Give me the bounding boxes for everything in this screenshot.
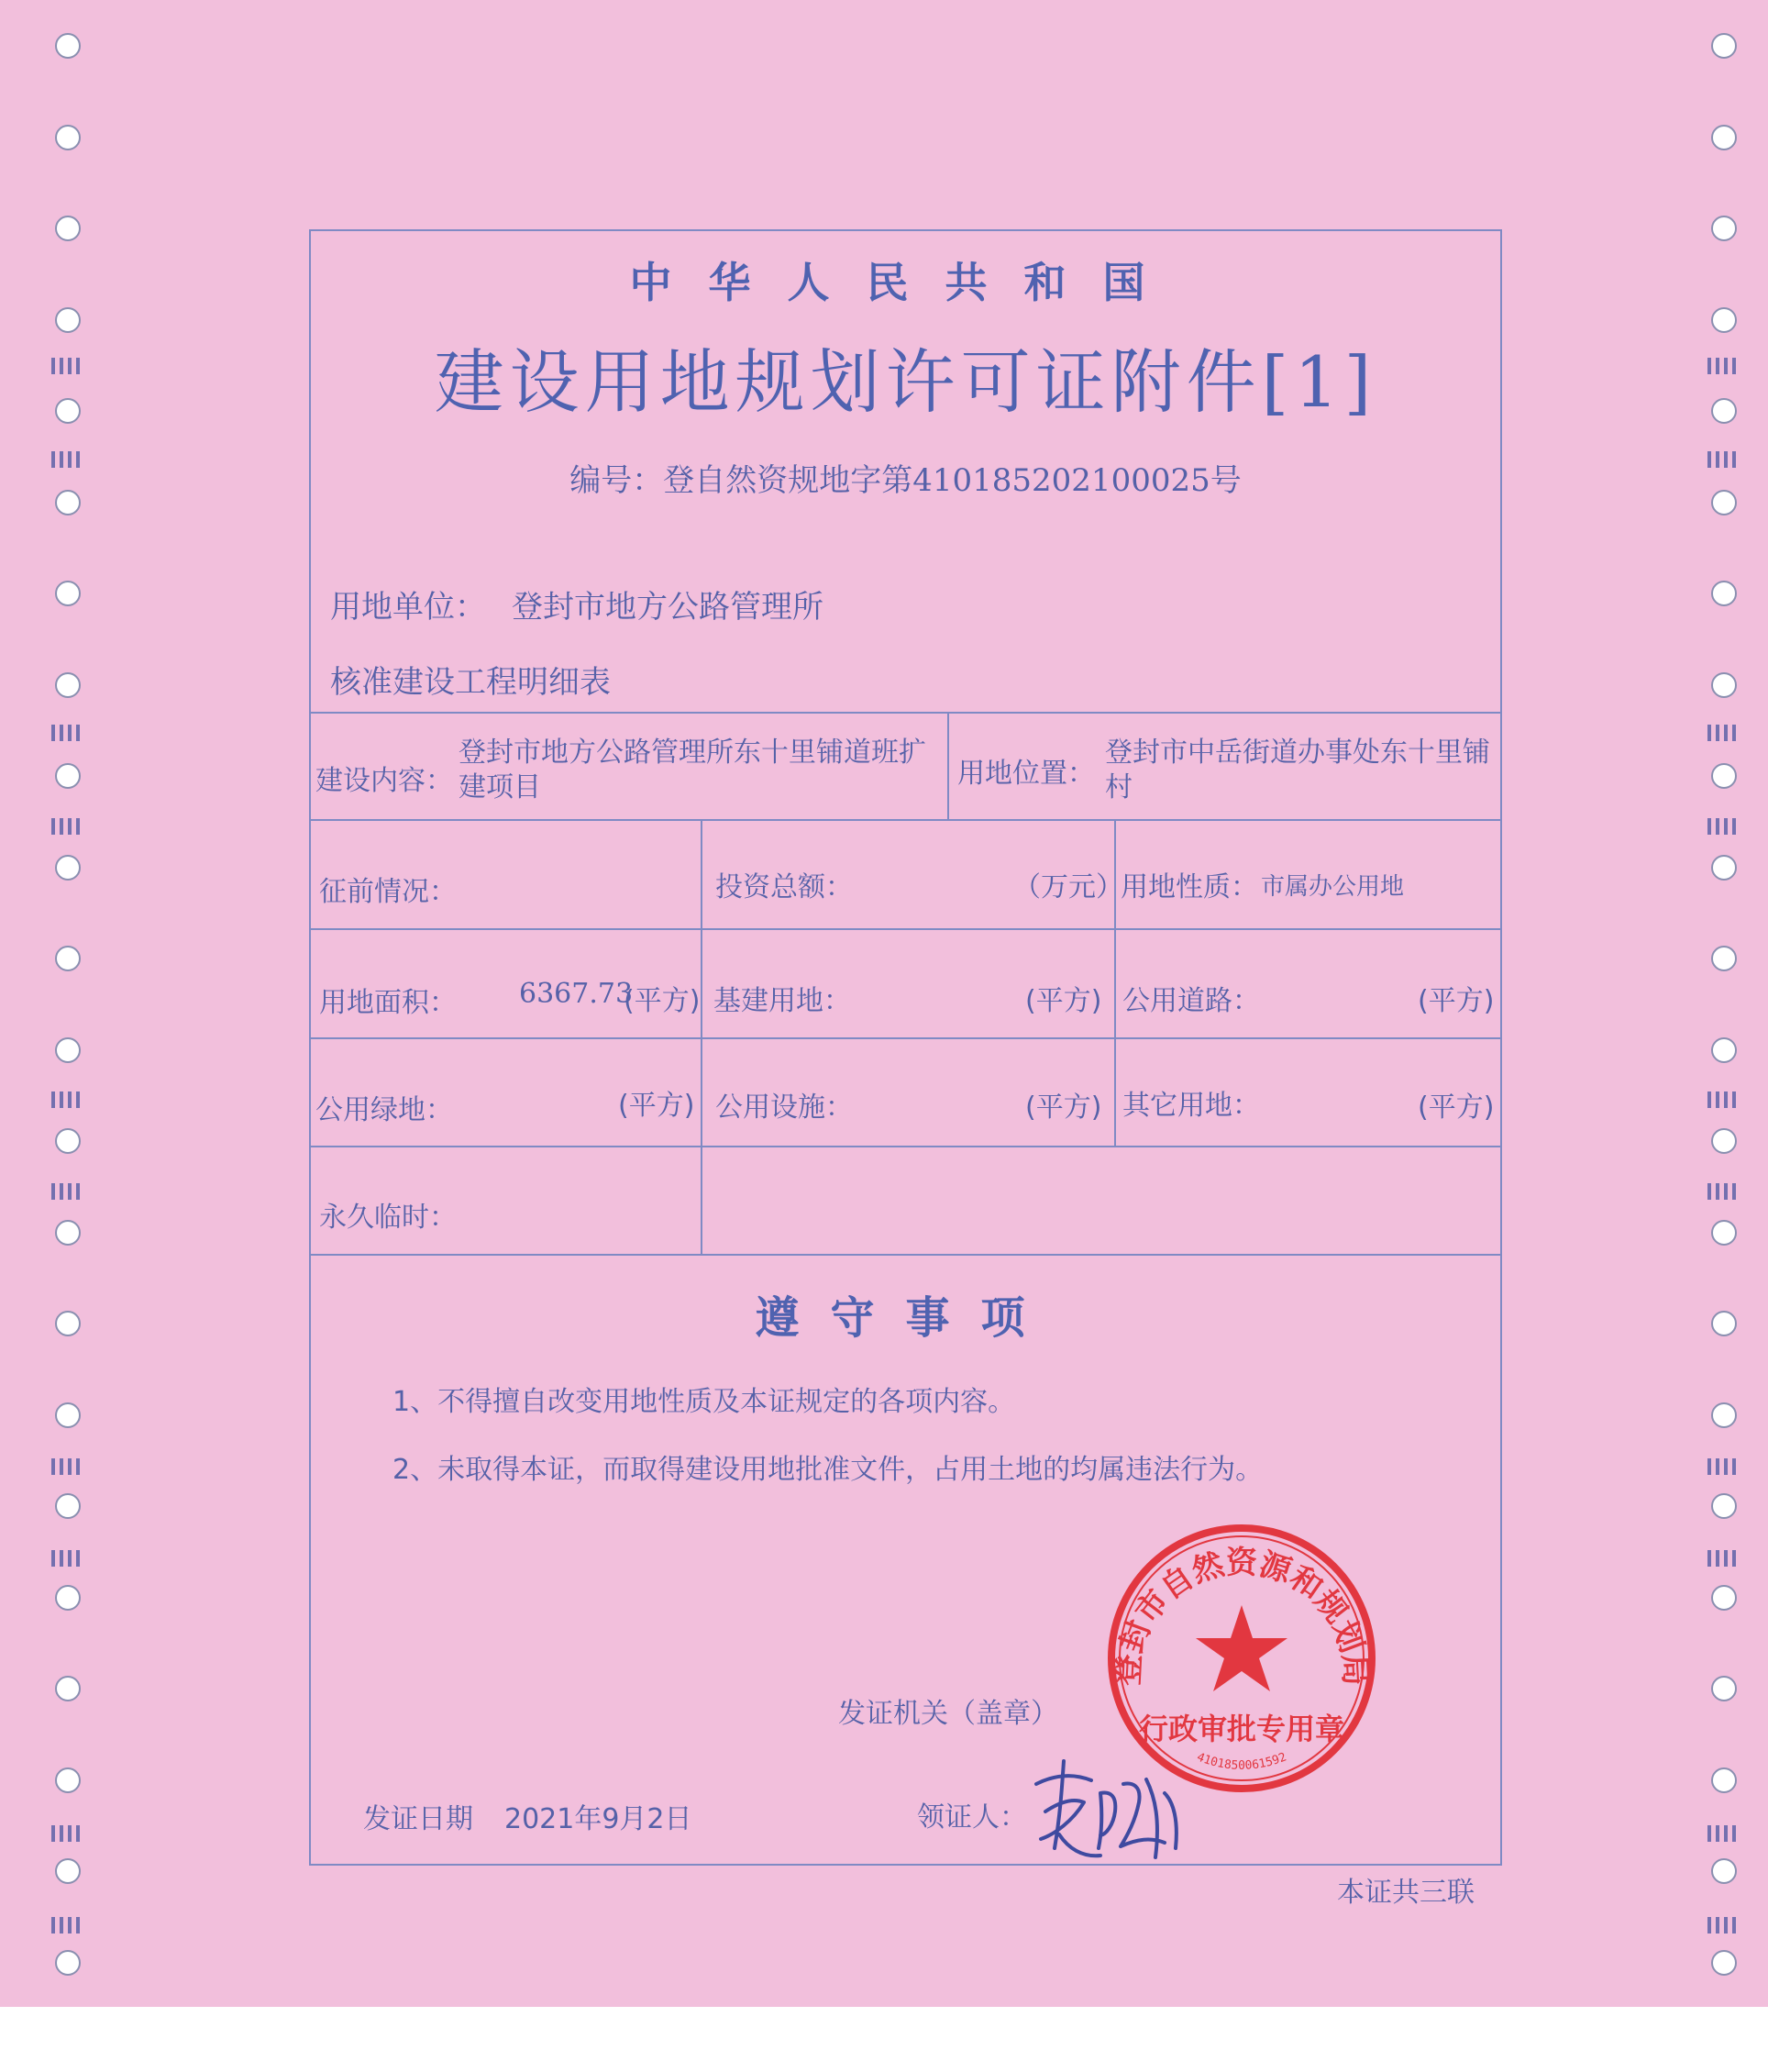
feed-hole — [1711, 307, 1737, 333]
perforation-marks — [1707, 1458, 1740, 1475]
notice-title: 遵守事项 — [755, 1292, 1056, 1344]
public-facility-unit: (平方) — [1025, 1091, 1102, 1124]
document-title: 建设用地规划许可证附件[1] — [434, 341, 1377, 423]
feed-hole — [1711, 1402, 1737, 1428]
land-area-label: 用地面积： — [319, 987, 457, 1019]
feed-hole — [55, 1767, 81, 1793]
applicant-label: 用地单位： — [330, 589, 486, 626]
feed-hole — [55, 1220, 81, 1246]
seal-code-text: 4101850061592 — [1194, 1750, 1289, 1773]
feed-hole — [1711, 125, 1737, 150]
grid-line — [309, 819, 1502, 821]
feed-hole — [1711, 1858, 1737, 1884]
feed-hole — [55, 946, 81, 971]
investment-unit: （万元） — [1013, 871, 1123, 903]
perforation-marks — [51, 1550, 84, 1567]
public-road-unit: (平方) — [1418, 985, 1495, 1017]
other-land-unit: (平方) — [1418, 1091, 1495, 1124]
feed-hole — [1711, 672, 1737, 698]
grid-line — [701, 819, 702, 1254]
perforation-marks — [51, 1183, 84, 1200]
certificate-number: 编号：登自然资规地字第410185202100025号 — [569, 462, 1242, 499]
public-green-label: 公用绿地： — [315, 1094, 453, 1126]
copies-note: 本证共三联 — [1337, 1877, 1475, 1909]
feed-hole — [1711, 763, 1737, 789]
feed-hole — [55, 216, 81, 241]
feed-hole — [1711, 1585, 1737, 1611]
perforation-marks — [51, 725, 84, 741]
feed-hole — [1711, 1676, 1737, 1701]
feed-hole — [55, 581, 81, 606]
grid-line — [947, 712, 949, 819]
land-nature-value: 市属办公用地 — [1261, 873, 1405, 901]
perforation-marks — [1707, 725, 1740, 741]
feed-hole — [1711, 490, 1737, 515]
right-tractor-feed-holes — [1700, 0, 1755, 2009]
feed-hole — [55, 1493, 81, 1519]
feed-hole — [55, 763, 81, 789]
grid-line — [309, 1037, 1502, 1039]
land-area-value: 6367.73 — [519, 978, 634, 1010]
permanent-temporary-label: 永久临时： — [319, 1202, 457, 1234]
feed-hole — [55, 125, 81, 150]
grid-line — [309, 1254, 1502, 1256]
seal-dept-text: 行政审批专用章 — [1138, 1712, 1345, 1746]
perforation-marks — [1707, 1550, 1740, 1567]
construction-content-label: 建设内容： — [315, 765, 453, 797]
land-nature-label: 用地性质： — [1121, 871, 1258, 903]
country-name: 中华人民共和国 — [629, 258, 1182, 307]
feed-hole — [55, 398, 81, 424]
perforation-marks — [1707, 1183, 1740, 1200]
feed-hole — [55, 1037, 81, 1063]
land-location-label: 用地位置： — [957, 758, 1095, 790]
left-tractor-feed-holes — [44, 0, 99, 2009]
feed-hole — [1711, 1493, 1737, 1519]
perforation-marks — [1707, 358, 1740, 374]
feed-hole — [1711, 581, 1737, 606]
feed-hole — [55, 307, 81, 333]
perforation-marks — [51, 1091, 84, 1108]
receiver-label: 领证人： — [917, 1801, 1027, 1834]
feed-hole — [55, 855, 81, 881]
perforation-marks — [1707, 1825, 1740, 1842]
seal-org-text: 登封市自然资源和规划局 — [1110, 1544, 1374, 1687]
feed-hole — [55, 1950, 81, 1976]
feed-hole — [55, 1858, 81, 1884]
perforation-marks — [51, 1825, 84, 1842]
public-road-label: 公用道路： — [1122, 985, 1260, 1017]
grid-line — [309, 928, 1502, 930]
issuing-authority-label: 发证机关（盖章） — [838, 1698, 1058, 1730]
perforation-marks — [1707, 818, 1740, 835]
feed-hole — [55, 490, 81, 515]
perforation-marks — [1707, 1091, 1740, 1108]
feed-hole — [55, 33, 81, 59]
feed-hole — [1711, 1037, 1737, 1063]
feed-hole — [1711, 1767, 1737, 1793]
perforation-marks — [51, 451, 84, 468]
grid-line — [309, 1146, 1502, 1147]
perforation-marks — [51, 818, 84, 835]
perforation-marks — [51, 358, 84, 374]
construction-land-unit: (平方) — [1025, 985, 1102, 1017]
feed-hole — [1711, 1950, 1737, 1976]
perforation-marks — [1707, 1917, 1740, 1933]
feed-hole — [1711, 33, 1737, 59]
scan-bottom-margin — [0, 2007, 1768, 2072]
public-green-unit: (平方) — [618, 1090, 695, 1122]
perforation-marks — [51, 1917, 84, 1933]
notice-item-2: 2、未取得本证，而取得建设用地批准文件，占用土地的均属违法行为。 — [392, 1454, 1264, 1486]
feed-hole — [1711, 946, 1737, 971]
feed-hole — [55, 1128, 81, 1154]
receiver-signature — [1018, 1747, 1197, 1871]
construction-content-value: 登封市地方公路管理所东十里铺道班扩建项目 — [459, 737, 926, 803]
issue-date-value: 2021年9月2日 — [504, 1803, 692, 1835]
feed-hole — [55, 1585, 81, 1611]
grid-line — [309, 712, 1502, 714]
pre-acquisition-label: 征前情况： — [319, 876, 457, 908]
perforation-marks — [51, 1458, 84, 1475]
feed-hole — [55, 672, 81, 698]
feed-hole — [55, 1402, 81, 1428]
feed-hole — [55, 1311, 81, 1336]
feed-hole — [1711, 1128, 1737, 1154]
feed-hole — [1711, 1220, 1737, 1246]
public-facility-label: 公用设施： — [715, 1091, 853, 1124]
perforation-marks — [1707, 451, 1740, 468]
issue-date-label: 发证日期 — [363, 1803, 473, 1835]
svg-text:4101850061592 — [1195, 1750, 1288, 1772]
table-heading: 核准建设工程明细表 — [330, 664, 611, 701]
feed-hole — [1711, 855, 1737, 881]
feed-hole — [1711, 216, 1737, 241]
investment-label: 投资总额： — [715, 871, 853, 903]
construction-land-label: 基建用地： — [713, 985, 851, 1017]
notice-item-1: 1、不得擅自改变用地性质及本证规定的各项内容。 — [392, 1386, 1016, 1418]
land-location-value: 登封市中岳街道办事处东十里铺村 — [1105, 737, 1490, 803]
applicant-value: 登封市地方公路管理所 — [512, 589, 823, 626]
other-land-label: 其它用地： — [1122, 1090, 1260, 1122]
land-area-unit: (平方) — [624, 985, 701, 1017]
feed-hole — [1711, 1311, 1737, 1336]
feed-hole — [55, 1676, 81, 1701]
feed-hole — [1711, 398, 1737, 424]
